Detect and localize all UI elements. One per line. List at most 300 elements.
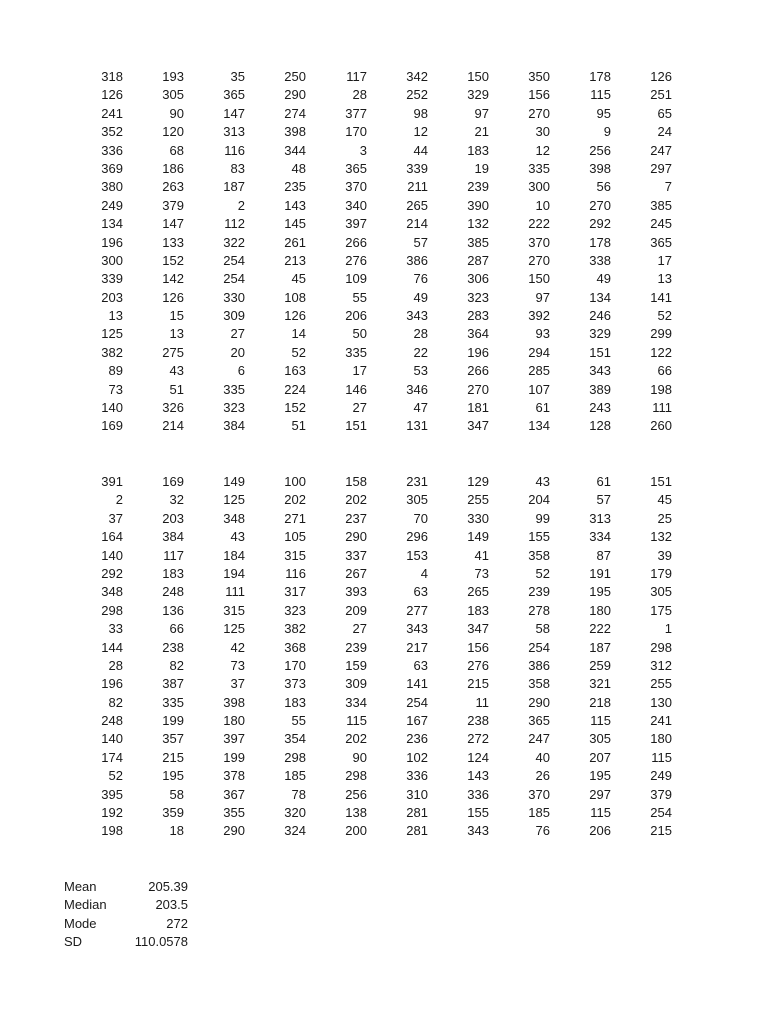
- table-row: [62, 547, 672, 565]
- table-cell: 27: [352, 621, 367, 637]
- table-cell: 43: [169, 363, 184, 379]
- table-cell: 254: [528, 639, 550, 655]
- table-cell: 198: [101, 823, 123, 839]
- table-row: [62, 123, 672, 141]
- table-row: [62, 491, 672, 509]
- table-cell: 78: [291, 786, 306, 802]
- table-cell: 63: [413, 584, 428, 600]
- table-cell: 141: [650, 289, 672, 305]
- table-cell: 108: [284, 289, 306, 305]
- table-cell: 178: [589, 234, 611, 250]
- table-row: [62, 565, 672, 583]
- table-cell: 343: [406, 308, 428, 324]
- table-cell: 297: [650, 160, 672, 176]
- table-cell: 373: [284, 676, 306, 692]
- table-cell: 315: [284, 547, 306, 563]
- table-cell: 255: [650, 676, 672, 692]
- table-cell: 386: [528, 657, 550, 673]
- table-cell: 241: [101, 105, 123, 121]
- table-cell: 339: [406, 160, 428, 176]
- table-row: [62, 528, 672, 546]
- table-cell: 334: [345, 694, 367, 710]
- table-cell: 254: [406, 694, 428, 710]
- table-cell: 198: [650, 381, 672, 397]
- table-cell: 305: [162, 87, 184, 103]
- table-row: [62, 160, 672, 178]
- table-row: [62, 325, 672, 343]
- table-cell: 83: [230, 160, 245, 176]
- table-cell: 323: [223, 400, 245, 416]
- table-cell: 66: [657, 363, 672, 379]
- table-cell: 126: [284, 308, 306, 324]
- table-cell: 238: [467, 713, 489, 729]
- table-cell: 249: [101, 197, 123, 213]
- table-cell: 337: [345, 547, 367, 563]
- table-cell: 82: [108, 694, 123, 710]
- table-cell: 336: [406, 768, 428, 784]
- table-cell: 185: [528, 805, 550, 821]
- table-cell: 132: [650, 529, 672, 545]
- table-cell: 320: [284, 805, 306, 821]
- table-cell: 335: [162, 694, 184, 710]
- table-cell: 358: [528, 676, 550, 692]
- table-cell: 144: [101, 639, 123, 655]
- table-cell: 272: [467, 731, 489, 747]
- table-cell: 150: [528, 271, 550, 287]
- table-cell: 336: [101, 142, 123, 158]
- table-cell: 97: [474, 105, 489, 121]
- table-cell: 140: [101, 731, 123, 747]
- table-cell: 184: [223, 547, 245, 563]
- table-cell: 143: [284, 197, 306, 213]
- table-cell: 132: [467, 216, 489, 232]
- table-cell: 27: [230, 326, 245, 342]
- table-cell: 25: [657, 510, 672, 526]
- table-cell: 195: [589, 768, 611, 784]
- table-cell: 256: [589, 142, 611, 158]
- table-cell: 285: [528, 363, 550, 379]
- table-cell: 180: [589, 602, 611, 618]
- table-cell: 393: [345, 584, 367, 600]
- table-cell: 357: [162, 731, 184, 747]
- table-row: [62, 749, 672, 767]
- number-grid-2: [62, 473, 672, 841]
- table-cell: 167: [406, 713, 428, 729]
- table-cell: 130: [650, 694, 672, 710]
- table-cell: 271: [284, 510, 306, 526]
- table-cell: 183: [467, 602, 489, 618]
- table-cell: 214: [406, 216, 428, 232]
- table-cell: 115: [590, 805, 611, 821]
- table-cell: 347: [467, 621, 489, 637]
- table-cell: 298: [284, 749, 306, 765]
- table-cell: 152: [284, 400, 306, 416]
- table-cell: 68: [169, 142, 184, 158]
- table-cell: 207: [589, 749, 611, 765]
- table-row: [62, 142, 672, 160]
- table-cell: 350: [528, 69, 550, 84]
- table-cell: 134: [528, 418, 550, 434]
- table-cell: 191: [589, 565, 611, 581]
- table-cell: 339: [101, 271, 123, 287]
- table-cell: 12: [413, 124, 428, 140]
- table-cell: 193: [162, 69, 184, 84]
- table-cell: 387: [162, 676, 184, 692]
- table-cell: 43: [535, 474, 550, 489]
- table-cell: 306: [467, 271, 489, 287]
- table-cell: 298: [101, 602, 123, 618]
- table-cell: 247: [528, 731, 550, 747]
- table-cell: 175: [650, 602, 672, 618]
- table-cell: 259: [589, 657, 611, 673]
- table-cell: 128: [589, 418, 611, 434]
- table-cell: 32: [169, 492, 184, 508]
- table-cell: 342: [406, 69, 428, 84]
- table-row: [62, 583, 672, 601]
- table-cell: 384: [162, 529, 184, 545]
- table-cell: 30: [535, 124, 550, 140]
- table-cell: 237: [345, 510, 367, 526]
- table-cell: 169: [101, 418, 123, 434]
- table-cell: 19: [474, 160, 489, 176]
- table-cell: 105: [284, 529, 306, 545]
- stat-value: 203.5: [155, 897, 188, 913]
- table-cell: 13: [169, 326, 184, 342]
- table-cell: 152: [162, 252, 184, 268]
- stat-value: 272: [166, 915, 188, 931]
- table-cell: 117: [163, 547, 184, 563]
- table-row: [62, 381, 672, 399]
- table-cell: 323: [284, 602, 306, 618]
- table-cell: 58: [535, 621, 550, 637]
- table-cell: 358: [528, 547, 550, 563]
- table-cell: 151: [345, 418, 367, 434]
- table-cell: 274: [284, 105, 306, 121]
- table-cell: 203: [101, 289, 123, 305]
- table-cell: 204: [528, 492, 550, 508]
- table-cell: 367: [223, 786, 245, 802]
- table-cell: 44: [413, 142, 428, 158]
- table-cell: 347: [467, 418, 489, 434]
- table-cell: 17: [657, 252, 672, 268]
- table-cell: 335: [223, 381, 245, 397]
- table-cell: 134: [589, 289, 611, 305]
- table-cell: 385: [467, 234, 489, 250]
- table-cell: 90: [169, 105, 184, 121]
- table-cell: 111: [652, 400, 672, 416]
- table-cell: 149: [467, 529, 489, 545]
- table-cell: 12: [535, 142, 550, 158]
- summary-statistics: [64, 878, 188, 952]
- table-cell: 21: [474, 124, 489, 140]
- table-cell: 178: [589, 69, 611, 84]
- table-cell: 51: [291, 418, 306, 434]
- table-cell: 65: [657, 105, 672, 121]
- table-cell: 390: [467, 197, 489, 213]
- table-cell: 61: [535, 400, 550, 416]
- table-cell: 115: [651, 749, 672, 765]
- table-cell: 49: [596, 271, 611, 287]
- table-cell: 321: [589, 676, 611, 692]
- table-row: [62, 767, 672, 785]
- table-cell: 206: [345, 308, 367, 324]
- table-cell: 2: [115, 492, 123, 508]
- table-cell: 315: [223, 602, 245, 618]
- table-cell: 180: [650, 731, 672, 747]
- table-cell: 276: [467, 657, 489, 673]
- table-cell: 125: [101, 326, 123, 342]
- table-cell: 385: [650, 197, 672, 213]
- table-cell: 254: [650, 805, 672, 821]
- table-row: [62, 657, 672, 675]
- table-cell: 330: [467, 510, 489, 526]
- table-cell: 370: [528, 234, 550, 250]
- table-cell: 55: [352, 289, 367, 305]
- table-cell: 382: [284, 621, 306, 637]
- stat-label: Mean: [64, 879, 97, 894]
- stat-row-median: [64, 896, 188, 914]
- table-cell: 39: [657, 547, 672, 563]
- table-cell: 13: [657, 271, 672, 287]
- table-cell: 277: [406, 602, 428, 618]
- table-cell: 365: [223, 87, 245, 103]
- table-row: [62, 675, 672, 693]
- table-row: [62, 602, 672, 620]
- table-cell: 305: [589, 731, 611, 747]
- table-cell: 275: [162, 344, 184, 360]
- table-cell: 143: [467, 768, 489, 784]
- table-cell: 136: [162, 602, 184, 618]
- table-cell: 147: [223, 105, 245, 121]
- table-cell: 51: [169, 381, 184, 397]
- table-cell: 48: [291, 160, 306, 176]
- table-cell: 236: [406, 731, 428, 747]
- table-cell: 169: [162, 474, 184, 489]
- table-cell: 146: [345, 381, 367, 397]
- table-cell: 297: [589, 786, 611, 802]
- table-cell: 290: [528, 694, 550, 710]
- table-cell: 215: [467, 676, 489, 692]
- stat-row-mode: [64, 915, 188, 933]
- table-row: [62, 234, 672, 252]
- table-cell: 9: [603, 124, 611, 140]
- table-cell: 11: [475, 694, 489, 710]
- table-cell: 95: [596, 105, 611, 121]
- table-row: [62, 270, 672, 288]
- table-cell: 318: [101, 69, 123, 84]
- table-cell: 73: [108, 381, 123, 397]
- table-cell: 111: [225, 584, 245, 600]
- table-cell: 202: [284, 492, 306, 508]
- table-cell: 6: [237, 363, 245, 379]
- table-cell: 98: [413, 105, 428, 121]
- table-cell: 287: [467, 252, 489, 268]
- table-cell: 270: [528, 105, 550, 121]
- table-cell: 73: [474, 565, 489, 581]
- table-cell: 158: [345, 474, 367, 489]
- stat-row-sd: [64, 933, 188, 951]
- table-cell: 192: [101, 805, 123, 821]
- table-cell: 323: [467, 289, 489, 305]
- table-cell: 343: [467, 823, 489, 839]
- table-cell: 239: [528, 584, 550, 600]
- table-cell: 195: [162, 768, 184, 784]
- table-cell: 181: [467, 400, 489, 416]
- table-cell: 254: [223, 252, 245, 268]
- table-cell: 335: [345, 344, 367, 360]
- table-cell: 266: [345, 234, 367, 250]
- table-cell: 76: [535, 823, 550, 839]
- table-cell: 24: [657, 124, 672, 140]
- table-cell: 213: [284, 252, 306, 268]
- table-cell: 313: [223, 124, 245, 140]
- table-cell: 28: [352, 87, 367, 103]
- table-cell: 386: [406, 252, 428, 268]
- table-cell: 379: [162, 197, 184, 213]
- table-cell: 329: [467, 87, 489, 103]
- table-row: [62, 307, 672, 325]
- table-row: [62, 730, 672, 748]
- table-cell: 52: [535, 565, 550, 581]
- table-cell: 66: [169, 621, 184, 637]
- table-cell: 179: [650, 565, 672, 581]
- table-cell: 348: [101, 584, 123, 600]
- table-cell: 52: [291, 344, 306, 360]
- table-cell: 93: [535, 326, 550, 342]
- table-cell: 156: [528, 87, 550, 103]
- table-cell: 326: [162, 400, 184, 416]
- table-cell: 241: [650, 713, 672, 729]
- table-cell: 370: [345, 179, 367, 195]
- table-cell: 298: [345, 768, 367, 784]
- table-cell: 53: [413, 363, 428, 379]
- table-cell: 117: [346, 69, 367, 84]
- table-cell: 27: [352, 400, 367, 416]
- table-cell: 243: [589, 400, 611, 416]
- table-cell: 40: [535, 749, 550, 765]
- table-cell: 155: [528, 529, 550, 545]
- table-cell: 14: [291, 326, 306, 342]
- table-cell: 322: [223, 234, 245, 250]
- table-cell: 151: [650, 474, 672, 489]
- table-cell: 125: [223, 492, 245, 508]
- stat-value: 110.0578: [134, 934, 188, 950]
- table-cell: 196: [101, 234, 123, 250]
- table-cell: 368: [284, 639, 306, 655]
- table-cell: 1: [664, 621, 672, 637]
- table-cell: 267: [345, 565, 367, 581]
- table-cell: 199: [162, 713, 184, 729]
- table-cell: 138: [345, 805, 367, 821]
- table-cell: 70: [413, 510, 428, 526]
- table-cell: 187: [589, 639, 611, 655]
- table-cell: 397: [223, 731, 245, 747]
- table-row: [62, 86, 672, 104]
- table-cell: 100: [284, 474, 306, 489]
- table-row: [62, 197, 672, 215]
- table-cell: 251: [650, 87, 672, 103]
- table-cell: 365: [345, 160, 367, 176]
- table-cell: 283: [467, 308, 489, 324]
- table-cell: 170: [345, 124, 367, 140]
- table-cell: 156: [467, 639, 489, 655]
- table-cell: 298: [650, 639, 672, 655]
- table-cell: 369: [101, 160, 123, 176]
- table-cell: 305: [406, 492, 428, 508]
- table-cell: 300: [101, 252, 123, 268]
- table-cell: 57: [596, 492, 611, 508]
- table-cell: 294: [528, 344, 550, 360]
- table-cell: 33: [108, 621, 123, 637]
- table-cell: 309: [223, 308, 245, 324]
- table-cell: 310: [406, 786, 428, 802]
- table-cell: 248: [162, 584, 184, 600]
- table-cell: 397: [345, 216, 367, 232]
- table-cell: 239: [345, 639, 367, 655]
- table-cell: 330: [223, 289, 245, 305]
- table-cell: 37: [230, 676, 245, 692]
- table-cell: 13: [108, 308, 123, 324]
- table-cell: 122: [650, 344, 672, 360]
- table-cell: 131: [406, 418, 428, 434]
- table-cell: 364: [467, 326, 489, 342]
- table-cell: 249: [650, 768, 672, 784]
- table-row: [62, 804, 672, 822]
- table-cell: 49: [413, 289, 428, 305]
- table-cell: 102: [406, 749, 428, 765]
- table-cell: 194: [223, 565, 245, 581]
- table-cell: 380: [101, 179, 123, 195]
- table-cell: 56: [596, 179, 611, 195]
- table-cell: 185: [284, 768, 306, 784]
- table-cell: 231: [406, 474, 428, 489]
- table-cell: 214: [162, 418, 184, 434]
- table-cell: 153: [406, 547, 428, 563]
- table-cell: 90: [352, 749, 367, 765]
- table-cell: 395: [101, 786, 123, 802]
- table-cell: 116: [285, 565, 306, 581]
- table-cell: 18: [169, 823, 184, 839]
- table-row: [62, 252, 672, 270]
- table-cell: 170: [284, 657, 306, 673]
- table-row: [62, 105, 672, 123]
- table-cell: 261: [284, 234, 306, 250]
- table-cell: 299: [650, 326, 672, 342]
- table-cell: 250: [284, 69, 306, 84]
- table-row: [62, 344, 672, 362]
- table-cell: 52: [108, 768, 123, 784]
- table-cell: 20: [230, 344, 245, 360]
- table-cell: 58: [169, 786, 184, 802]
- table-cell: 218: [589, 694, 611, 710]
- table-cell: 324: [284, 823, 306, 839]
- table-cell: 99: [535, 510, 550, 526]
- table-cell: 22: [413, 344, 428, 360]
- table-cell: 202: [345, 492, 367, 508]
- table-cell: 215: [162, 749, 184, 765]
- table-cell: 45: [657, 492, 672, 508]
- table-cell: 43: [230, 529, 245, 545]
- table-cell: 203: [162, 510, 184, 526]
- table-cell: 245: [650, 216, 672, 232]
- table-cell: 109: [345, 271, 367, 287]
- table-cell: 174: [101, 749, 123, 765]
- table-cell: 266: [467, 363, 489, 379]
- table-cell: 163: [284, 363, 306, 379]
- table-cell: 37: [108, 510, 123, 526]
- table-cell: 384: [223, 418, 245, 434]
- table-cell: 255: [467, 492, 489, 508]
